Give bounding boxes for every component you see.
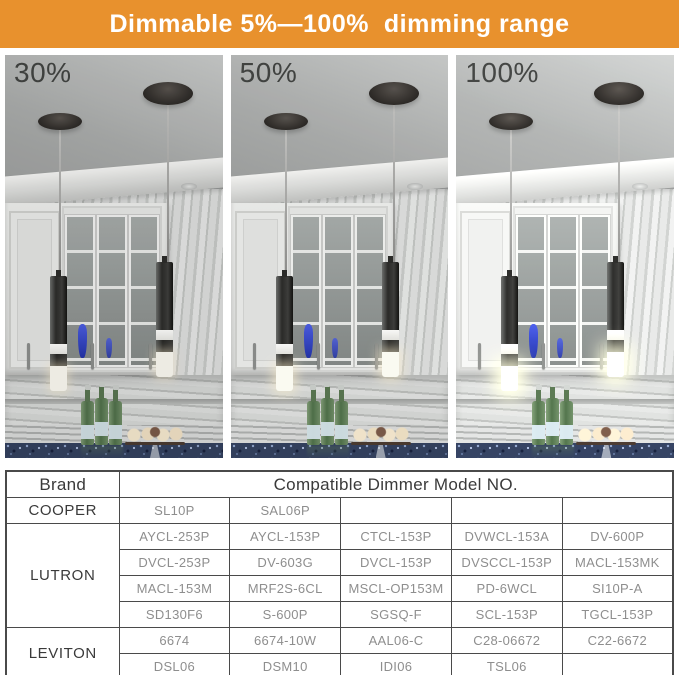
dimmer-model-cell: CTCL-153P (341, 524, 452, 550)
brand-cell-leviton: LEVITON (6, 628, 119, 675)
pendant-band (156, 330, 173, 340)
dimmer-model-cell: SI10P-A (562, 576, 673, 602)
kitchen-panel-100 (456, 55, 674, 458)
cabinet-handle (600, 343, 603, 369)
recessed-downlight (407, 183, 423, 190)
bottle (321, 398, 334, 445)
cabinet-handle (149, 343, 152, 369)
ceiling-canopy (38, 113, 82, 130)
ceiling-canopy (143, 82, 193, 105)
dimmer-model-cell: SAL06P (230, 498, 341, 524)
kitchen-panel-30 (5, 55, 223, 458)
blue-vase (106, 338, 112, 358)
cabinet-handle (27, 343, 30, 369)
bottle (532, 401, 545, 445)
glass-cabinet (288, 206, 388, 372)
pendant-cap (388, 256, 393, 263)
cupcake-stand (351, 417, 411, 458)
ceiling-canopy (489, 113, 533, 130)
bottle (81, 401, 94, 445)
bottle (95, 398, 108, 445)
dimmer-model-cell: SCL-153P (451, 602, 562, 628)
cabinet-handle (91, 343, 94, 369)
dim-percentage-label: 30% (14, 57, 72, 88)
dimmer-model-cell: S-600P (230, 602, 341, 628)
cupcakes (353, 426, 409, 443)
pendant-body (156, 262, 173, 330)
dimmer-model-cell: DSL06 (119, 654, 230, 675)
pendant-band (607, 330, 624, 340)
dimmer-model-cell: C22-6672 (562, 628, 673, 654)
bottle (560, 401, 573, 445)
dimmer-model-cell: AYCL-253P (119, 524, 230, 550)
ceiling-canopy (264, 113, 308, 130)
pendant-band (501, 344, 518, 354)
dimmer-model-cell (341, 498, 452, 524)
glass-cabinet (513, 206, 613, 372)
pendant-body (50, 276, 67, 344)
dimmer-model-cell: SL10P (119, 498, 230, 524)
pendant-body (276, 354, 293, 366)
glass-bottles (532, 389, 574, 447)
pendant-light (607, 262, 624, 377)
dimmer-model-cell: DV-603G (230, 550, 341, 576)
compatibility-table (5, 470, 674, 675)
bottle (335, 401, 348, 445)
pendant-light (50, 276, 67, 391)
pendant-cable (285, 121, 287, 277)
cupcakes (127, 426, 183, 443)
pendant-glow (156, 352, 173, 377)
blue-vase (78, 324, 87, 358)
pendant-light (501, 276, 518, 391)
cabinet-handle (375, 343, 378, 369)
models-header-cell: Compatible Dimmer Model NO. (119, 471, 673, 498)
bottle (307, 401, 320, 445)
pendant-glow (501, 366, 518, 391)
pendant-band (276, 344, 293, 354)
dimmer-model-cell: DVSCCL-153P (451, 550, 562, 576)
glass-bottles (307, 389, 349, 447)
upper-cabinets (456, 203, 619, 375)
pendant-light (382, 262, 399, 377)
pendant-band (382, 330, 399, 340)
blue-vase (304, 324, 313, 358)
ceiling-canopy (594, 82, 644, 105)
pendant-body (607, 340, 624, 352)
dimmer-model-cell: AAL06-C (341, 628, 452, 654)
pendant-light (276, 276, 293, 391)
dimmer-model-cell: IDI06 (341, 654, 452, 675)
pendant-light (156, 262, 173, 377)
table-row (6, 498, 673, 524)
glass-pane (355, 215, 385, 367)
glass-pane (129, 215, 159, 367)
bottle (109, 401, 122, 445)
dimming-comparison-panels (0, 48, 679, 458)
header-banner (0, 0, 679, 48)
dimmer-model-cell: TSL06 (451, 654, 562, 675)
cupcakes (578, 426, 634, 443)
pendant-cable (393, 93, 395, 263)
pendant-cap (162, 256, 167, 263)
brand-cell-cooper: COOPER (6, 498, 119, 524)
dim-percentage-label: 50% (239, 57, 298, 88)
cupcake-stand (576, 417, 636, 458)
pendant-glow (50, 366, 67, 391)
kitchen-panel-50 (231, 55, 449, 458)
dimmer-model-cell: DV-600P (562, 524, 673, 550)
table-header-row (6, 471, 673, 498)
banner-title: Dimmable 5%—100% dimming range (109, 9, 570, 38)
dimmer-model-cell: DVCL-153P (341, 550, 452, 576)
pendant-cap (282, 270, 287, 277)
pendant-body (501, 354, 518, 366)
glass-pane (97, 215, 127, 367)
dimmer-model-cell: 6674 (119, 628, 230, 654)
pendant-glow (382, 352, 399, 377)
dimmer-model-cell: MACL-153M (119, 576, 230, 602)
pendant-body (276, 276, 293, 344)
dimmer-model-cell: DSM10 (230, 654, 341, 675)
pendant-glow (276, 366, 293, 391)
dim-percentage-label: 100% (465, 57, 539, 88)
pendant-cable (618, 93, 620, 263)
dimmer-model-cell (562, 498, 673, 524)
dimmer-model-cell: PD-6WCL (451, 576, 562, 602)
glass-cabinet (62, 206, 162, 372)
pendant-cable (59, 121, 61, 277)
pendant-body (382, 262, 399, 330)
pendant-cap (507, 270, 512, 277)
brand-header-cell: Brand (6, 471, 119, 498)
bottle (546, 398, 559, 445)
dimmer-model-cell: MSCL-OP153M (341, 576, 452, 602)
brand-cell-lutron: LUTRON (6, 524, 119, 628)
glass-pane (323, 215, 353, 367)
upper-cabinets (231, 203, 394, 375)
dimmer-model-cell: AYCL-153P (230, 524, 341, 550)
pendant-body (156, 340, 173, 352)
pendant-body (50, 354, 67, 366)
recessed-downlight (181, 183, 197, 190)
dimmer-model-cell: MACL-153MK (562, 550, 673, 576)
pendant-cap (613, 256, 618, 263)
dimmer-model-cell: SD130F6 (119, 602, 230, 628)
pendant-body (382, 340, 399, 352)
pendant-body (607, 262, 624, 330)
blue-vase (332, 338, 338, 358)
pendant-band (50, 344, 67, 354)
pendant-cap (56, 270, 61, 277)
dimmer-model-cell: MRF2S-6CL (230, 576, 341, 602)
dimmer-model-cell (451, 498, 562, 524)
table-row (6, 524, 673, 550)
pendant-cable (510, 121, 512, 277)
cabinet-handle (542, 343, 545, 369)
cabinet-handle (478, 343, 481, 369)
dimmer-model-cell: TGCL-153P (562, 602, 673, 628)
cabinet-handle (317, 343, 320, 369)
cabinet-handle (253, 343, 256, 369)
glass-pane (548, 215, 578, 367)
ceiling-canopy (369, 82, 419, 105)
upper-cabinets (5, 203, 168, 375)
compatibility-table-wrap (5, 470, 674, 675)
dimmer-model-cell (562, 654, 673, 675)
dimmer-model-cell: DVCL-253P (119, 550, 230, 576)
cupcake-stand (125, 417, 185, 458)
dimmer-model-cell: C28-06672 (451, 628, 562, 654)
pendant-glow (607, 352, 624, 377)
dimmer-model-cell: SGSQ-F (341, 602, 452, 628)
dimmer-model-cell: 6674-10W (230, 628, 341, 654)
dimmer-model-cell: DVWCL-153A (451, 524, 562, 550)
pendant-body (501, 276, 518, 344)
glass-pane (580, 215, 610, 367)
glass-bottles (81, 389, 123, 447)
pendant-cable (167, 93, 169, 263)
table-row (6, 628, 673, 654)
